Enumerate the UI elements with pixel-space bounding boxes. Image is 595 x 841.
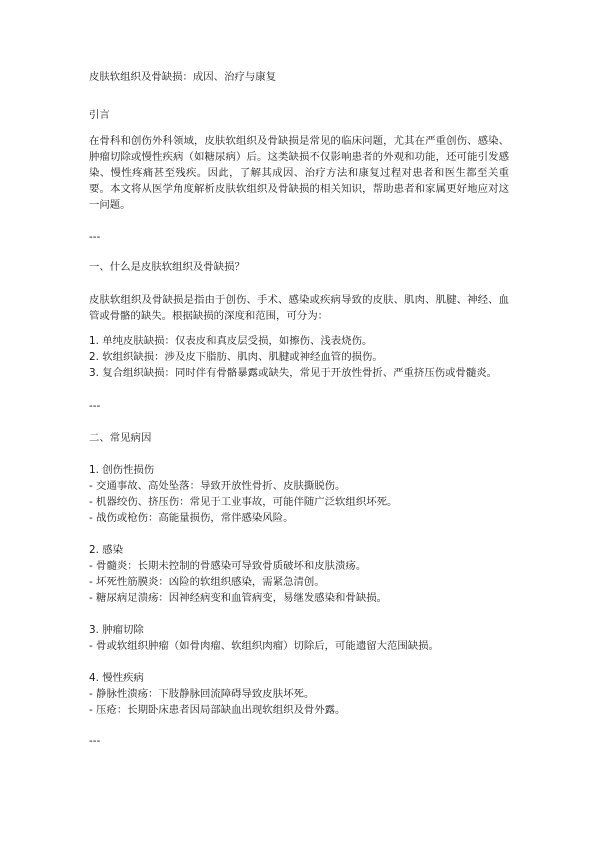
intro-paragraph: 在骨科和创伤外科领域，皮肤软组织及骨缺损是常见的临床问题，尤其在严重创伤、感染、肿瘤切除或慢性疾病（如糖尿病）后。这类缺损不仅影响患者的外观和功能，还可能引发感染、慢性疼痛甚至残疾。因此，了解其成因、治疗方法和康复过程对患者和医生都至关重要。本文将从医学角度解析皮肤软组织及骨缺损的相关知识，帮助患者和家属更好地应对这一问题。 (89, 135, 509, 211)
cause-item: - 骨或软组织肿瘤（如骨肉瘤、软组织肉瘤）切除后，可能遗留大范围缺损。 (89, 640, 439, 652)
cause-item: - 坏死性筋膜炎：凶险的软组织感染，需紧急清创。 (89, 576, 325, 588)
cause-item: - 战伤或枪伤：高能量损伤，常伴感染风险。 (89, 512, 294, 524)
section2-heading: 二、常见病因 (89, 432, 152, 444)
document-title: 皮肤软组织及骨缺损：成因、治疗与康复 (89, 71, 277, 83)
section1-list-item: 2. 软组织缺损：涉及皮下脂肪、肌肉、肌腱或神经血管的损伤。 (89, 351, 383, 363)
cause-group-title: 1. 创伤性损伤 (89, 464, 155, 476)
cause-group-title: 3. 肿瘤切除 (89, 624, 144, 636)
section1-heading: 一、什么是皮肤软组织及骨缺损？ (89, 261, 245, 273)
section1-list-item: 3. 复合组织缺损：同时伴有骨骼暴露或缺失，常见于开放性骨折、严重挤压伤或骨髓炎。 (89, 367, 498, 379)
separator-1: --- (89, 231, 101, 243)
separator-3: --- (89, 735, 101, 747)
section1-list-item: 1. 单纯皮肤缺损：仅表皮和真皮层受损，如擦伤、浅表烧伤。 (89, 335, 373, 347)
cause-item: - 压疮：长期卧床患者因局部缺血出现软组织及骨外露。 (89, 704, 346, 716)
cause-group-title: 2. 感染 (89, 544, 123, 556)
cause-item: - 静脉性溃疡：下肢静脉回流障碍导致皮肤坏死。 (89, 688, 315, 700)
section1-paragraph: 皮肤软组织及骨缺损是指由于创伤、手术、感染或疾病导致的皮肤、肌肉、肌腱、神经、血管或骨骼的缺失。根据缺损的深度和范围，可分为： (89, 294, 509, 322)
cause-group-title: 4. 慢性疾病 (89, 672, 144, 684)
separator-2: --- (89, 400, 101, 412)
intro-heading: 引言 (89, 109, 110, 121)
cause-item: - 骨髓炎：长期未控制的骨感染可导致骨质破坏和皮肤溃疡。 (89, 560, 367, 572)
cause-item: - 机器绞伤、挤压伤：常见于工业事故，可能伴随广泛软组织坏死。 (89, 496, 398, 508)
cause-item: - 糖尿病足溃疡：因神经病变和血管病变，易继发感染和骨缺损。 (89, 592, 387, 604)
cause-item: - 交通事故、高处坠落：导致开放性骨折、皮肤撕脱伤。 (89, 480, 346, 492)
